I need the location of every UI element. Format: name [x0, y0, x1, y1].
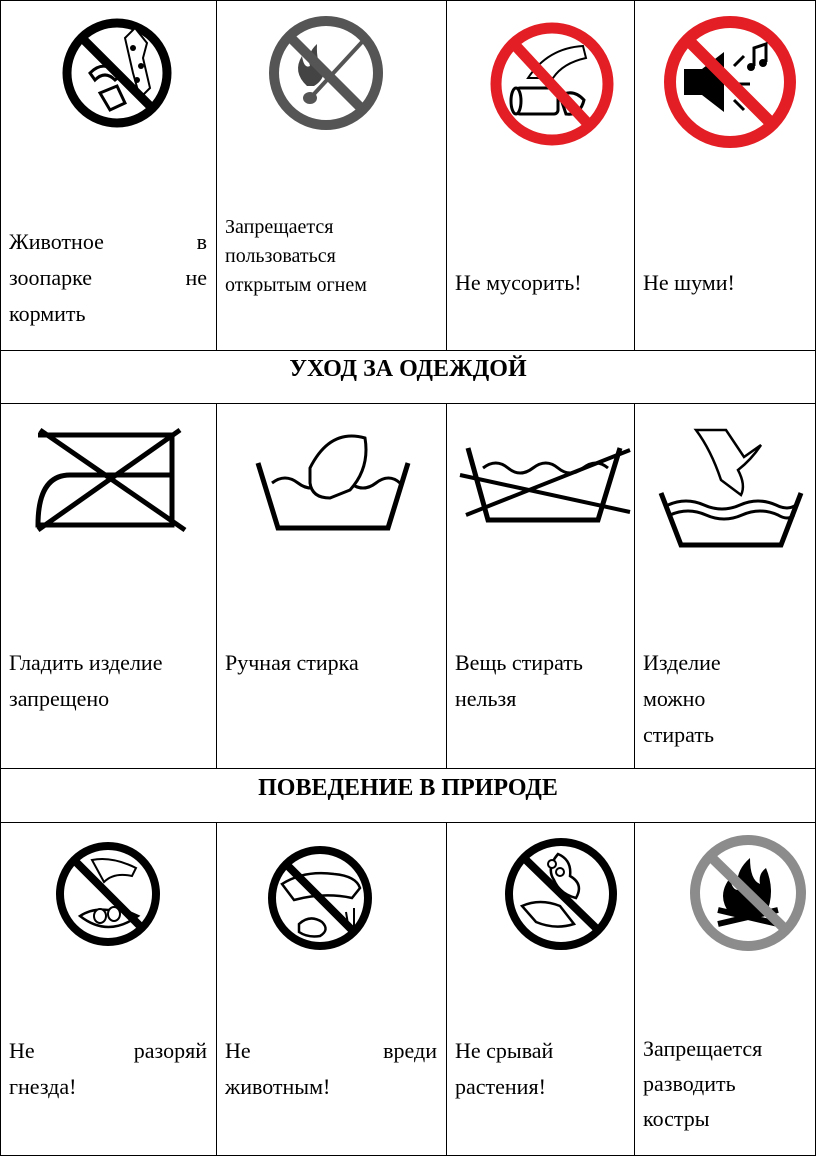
label-line: зоопарке не	[9, 265, 207, 290]
cell-label	[455, 265, 630, 301]
label-line: Гладить изделие	[9, 650, 163, 675]
no-ironing-icon	[30, 425, 188, 535]
label-line: Не вреди	[225, 1038, 437, 1063]
table-divider	[0, 403, 816, 404]
cell-label	[455, 1033, 630, 1105]
no-harming-animals-icon	[264, 842, 376, 954]
cell-label	[643, 265, 808, 301]
no-picking-plants-icon	[500, 834, 622, 954]
label-line: Ручная стирка	[225, 650, 359, 675]
no-littering-icon	[488, 18, 616, 150]
cell-label	[9, 1033, 207, 1105]
label-line: костры	[643, 1106, 710, 1131]
no-open-fire-icon	[262, 14, 390, 132]
washable-icon	[656, 425, 804, 550]
label-line: Животное в	[9, 229, 207, 254]
label-line: Изделие	[643, 650, 721, 675]
no-noise-icon	[662, 14, 798, 150]
label-line: Запрещается	[225, 216, 334, 238]
label-line: Не срывай	[455, 1038, 554, 1063]
col-divider	[216, 822, 217, 1156]
label-line: Вещь стирать	[455, 650, 583, 675]
label-line: запрещено	[9, 686, 110, 711]
cell-label	[9, 224, 207, 332]
cell-label	[455, 645, 630, 717]
label-line: Не мусорить!	[455, 270, 582, 295]
do-not-wash-icon	[458, 430, 636, 530]
label-line: нельзя	[455, 686, 517, 711]
no-feeding-animals-icon	[55, 18, 180, 128]
label-line: животным!	[225, 1074, 331, 1099]
no-nest-destroying-icon	[52, 838, 164, 950]
col-divider	[634, 0, 635, 350]
label-line: растения!	[455, 1074, 546, 1099]
col-divider	[216, 403, 217, 768]
hand-wash-icon	[250, 428, 415, 538]
cell-label	[225, 1033, 437, 1105]
cell-label	[643, 645, 808, 753]
table-border-left	[0, 0, 1, 1156]
cell-label	[9, 645, 214, 717]
cell-label	[225, 213, 440, 300]
label-line: Запрещается	[643, 1036, 763, 1061]
section-title: УХОД ЗА ОДЕЖДОЙ	[289, 356, 527, 382]
table-divider	[0, 350, 816, 351]
label-line: кормить	[9, 301, 86, 326]
label-line: разводить	[643, 1071, 736, 1096]
table-border-top	[0, 0, 816, 1]
label-line: открытым огнем	[225, 274, 367, 296]
label-line: стирать	[643, 722, 714, 747]
table-divider	[0, 768, 816, 769]
section-title: ПОВЕДЕНИЕ В ПРИРОДЕ	[258, 775, 558, 801]
label-line: Не шуми!	[643, 270, 735, 295]
no-campfire-icon	[686, 832, 810, 954]
col-divider	[446, 0, 447, 350]
col-divider	[446, 403, 447, 768]
col-divider	[634, 822, 635, 1156]
col-divider	[446, 822, 447, 1156]
label-line: пользоваться	[225, 245, 336, 267]
label-line: можно	[643, 686, 706, 711]
cell-label	[225, 645, 440, 681]
table-border-bottom	[0, 1155, 816, 1156]
col-divider	[216, 0, 217, 350]
cell-label	[643, 1031, 811, 1136]
table-divider	[0, 822, 816, 823]
label-line: гнезда!	[9, 1074, 77, 1099]
label-line: Не разоряй	[9, 1038, 207, 1063]
